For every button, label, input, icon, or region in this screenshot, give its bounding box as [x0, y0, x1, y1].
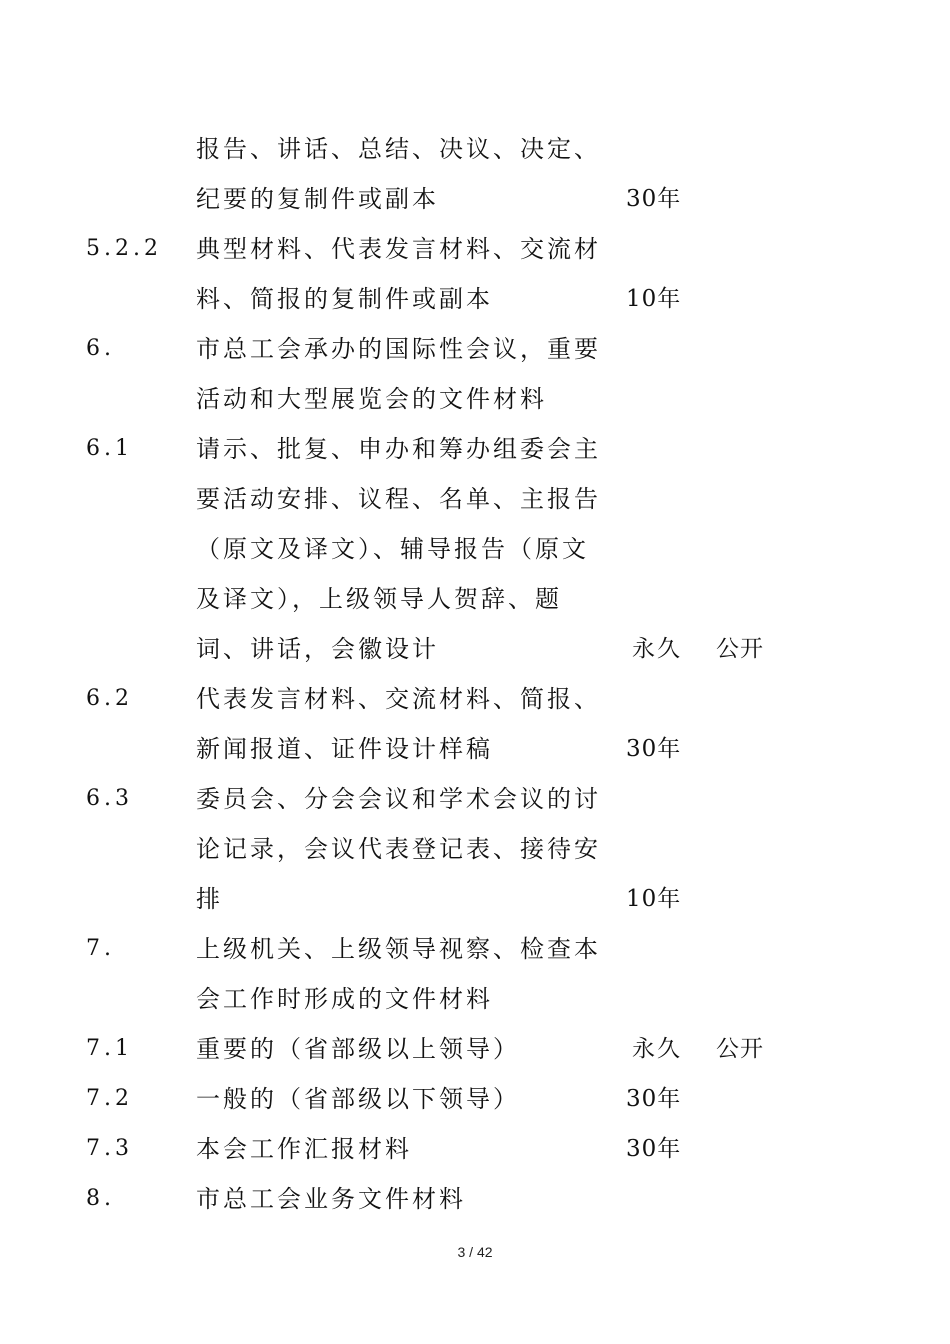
document-line: [0, 174, 950, 224]
disclosure-status: 公开: [716, 636, 764, 662]
retention-period: 永久: [632, 1036, 682, 1062]
item-description: 代表发言材料、交流材料、简报、: [196, 685, 601, 713]
item-number: 7.2: [86, 1086, 133, 1111]
item-number: 6.3: [86, 786, 133, 811]
item-description: 及译文），上级领导人贺辞、题: [196, 585, 562, 613]
item-description: 上级机关、上级领导视察、检查本: [196, 935, 601, 963]
item-description: 活动和大型展览会的文件材料: [196, 385, 547, 413]
document-line: [0, 874, 950, 924]
document-line: [0, 674, 950, 724]
document-line: [0, 574, 950, 624]
item-description: 请示、批复、申办和筹办组委会主: [196, 435, 601, 463]
item-number: 7.3: [86, 1136, 133, 1161]
document-line: [0, 224, 950, 274]
document-line: [0, 424, 950, 474]
retention-period: 永久: [632, 636, 682, 662]
document-line: [0, 1024, 950, 1074]
item-description: 委员会、分会会议和学术会议的讨: [196, 785, 601, 813]
document-line: [0, 924, 950, 974]
item-number: 7.1: [86, 1036, 133, 1061]
retention-period: 30年: [626, 186, 682, 212]
page-number: 3 / 42: [457, 1244, 493, 1260]
retention-period: 30年: [626, 736, 682, 762]
item-description: 排: [196, 885, 223, 913]
document-line: [0, 124, 950, 174]
disclosure-status: 公开: [716, 1036, 764, 1062]
document-line: [0, 974, 950, 1024]
item-description: 市总工会业务文件材料: [196, 1185, 466, 1213]
item-description: （原文及译文）、辅导报告（原文: [196, 535, 589, 563]
item-number: 7.: [86, 936, 115, 961]
document-line: [0, 1074, 950, 1124]
item-description: 本会工作汇报材料: [196, 1135, 412, 1163]
retention-period: 30年: [626, 1086, 682, 1112]
item-description: 要活动安排、议程、名单、主报告: [196, 485, 601, 513]
retention-period: 10年: [626, 286, 682, 312]
document-line: [0, 724, 950, 774]
item-description: 料、简报的复制件或副本: [196, 285, 493, 313]
item-number: 6.: [86, 336, 115, 361]
document-line: [0, 774, 950, 824]
item-description: 论记录，会议代表登记表、接待安: [196, 835, 601, 863]
item-number: 6.1: [86, 436, 133, 461]
item-description: 会工作时形成的文件材料: [196, 985, 493, 1013]
document-line: [0, 524, 950, 574]
item-number: 5.2.2: [86, 236, 162, 261]
document-line: [0, 324, 950, 374]
document-line: [0, 624, 950, 674]
item-description: 市总工会承办的国际性会议，重要: [196, 335, 601, 363]
item-description: 新闻报道、证件设计样稿: [196, 735, 493, 763]
item-description: 重要的（省部级以上领导）: [196, 1035, 520, 1063]
item-number: 6.2: [86, 686, 133, 711]
document-line: [0, 474, 950, 524]
document-line: [0, 1124, 950, 1174]
document-line: [0, 274, 950, 324]
document-line: [0, 824, 950, 874]
item-description: 典型材料、代表发言材料、交流材: [196, 235, 601, 263]
item-number: 8.: [86, 1186, 115, 1211]
document-line: [0, 1174, 950, 1224]
item-description: 纪要的复制件或副本: [196, 185, 439, 213]
item-description: 一般的（省部级以下领导）: [196, 1085, 520, 1113]
document-line: [0, 374, 950, 424]
retention-period: 10年: [626, 886, 682, 912]
item-description: 报告、讲话、总结、决议、决定、: [196, 135, 601, 163]
item-description: 词、讲话，会徽设计: [196, 635, 439, 663]
retention-period: 30年: [626, 1136, 682, 1162]
